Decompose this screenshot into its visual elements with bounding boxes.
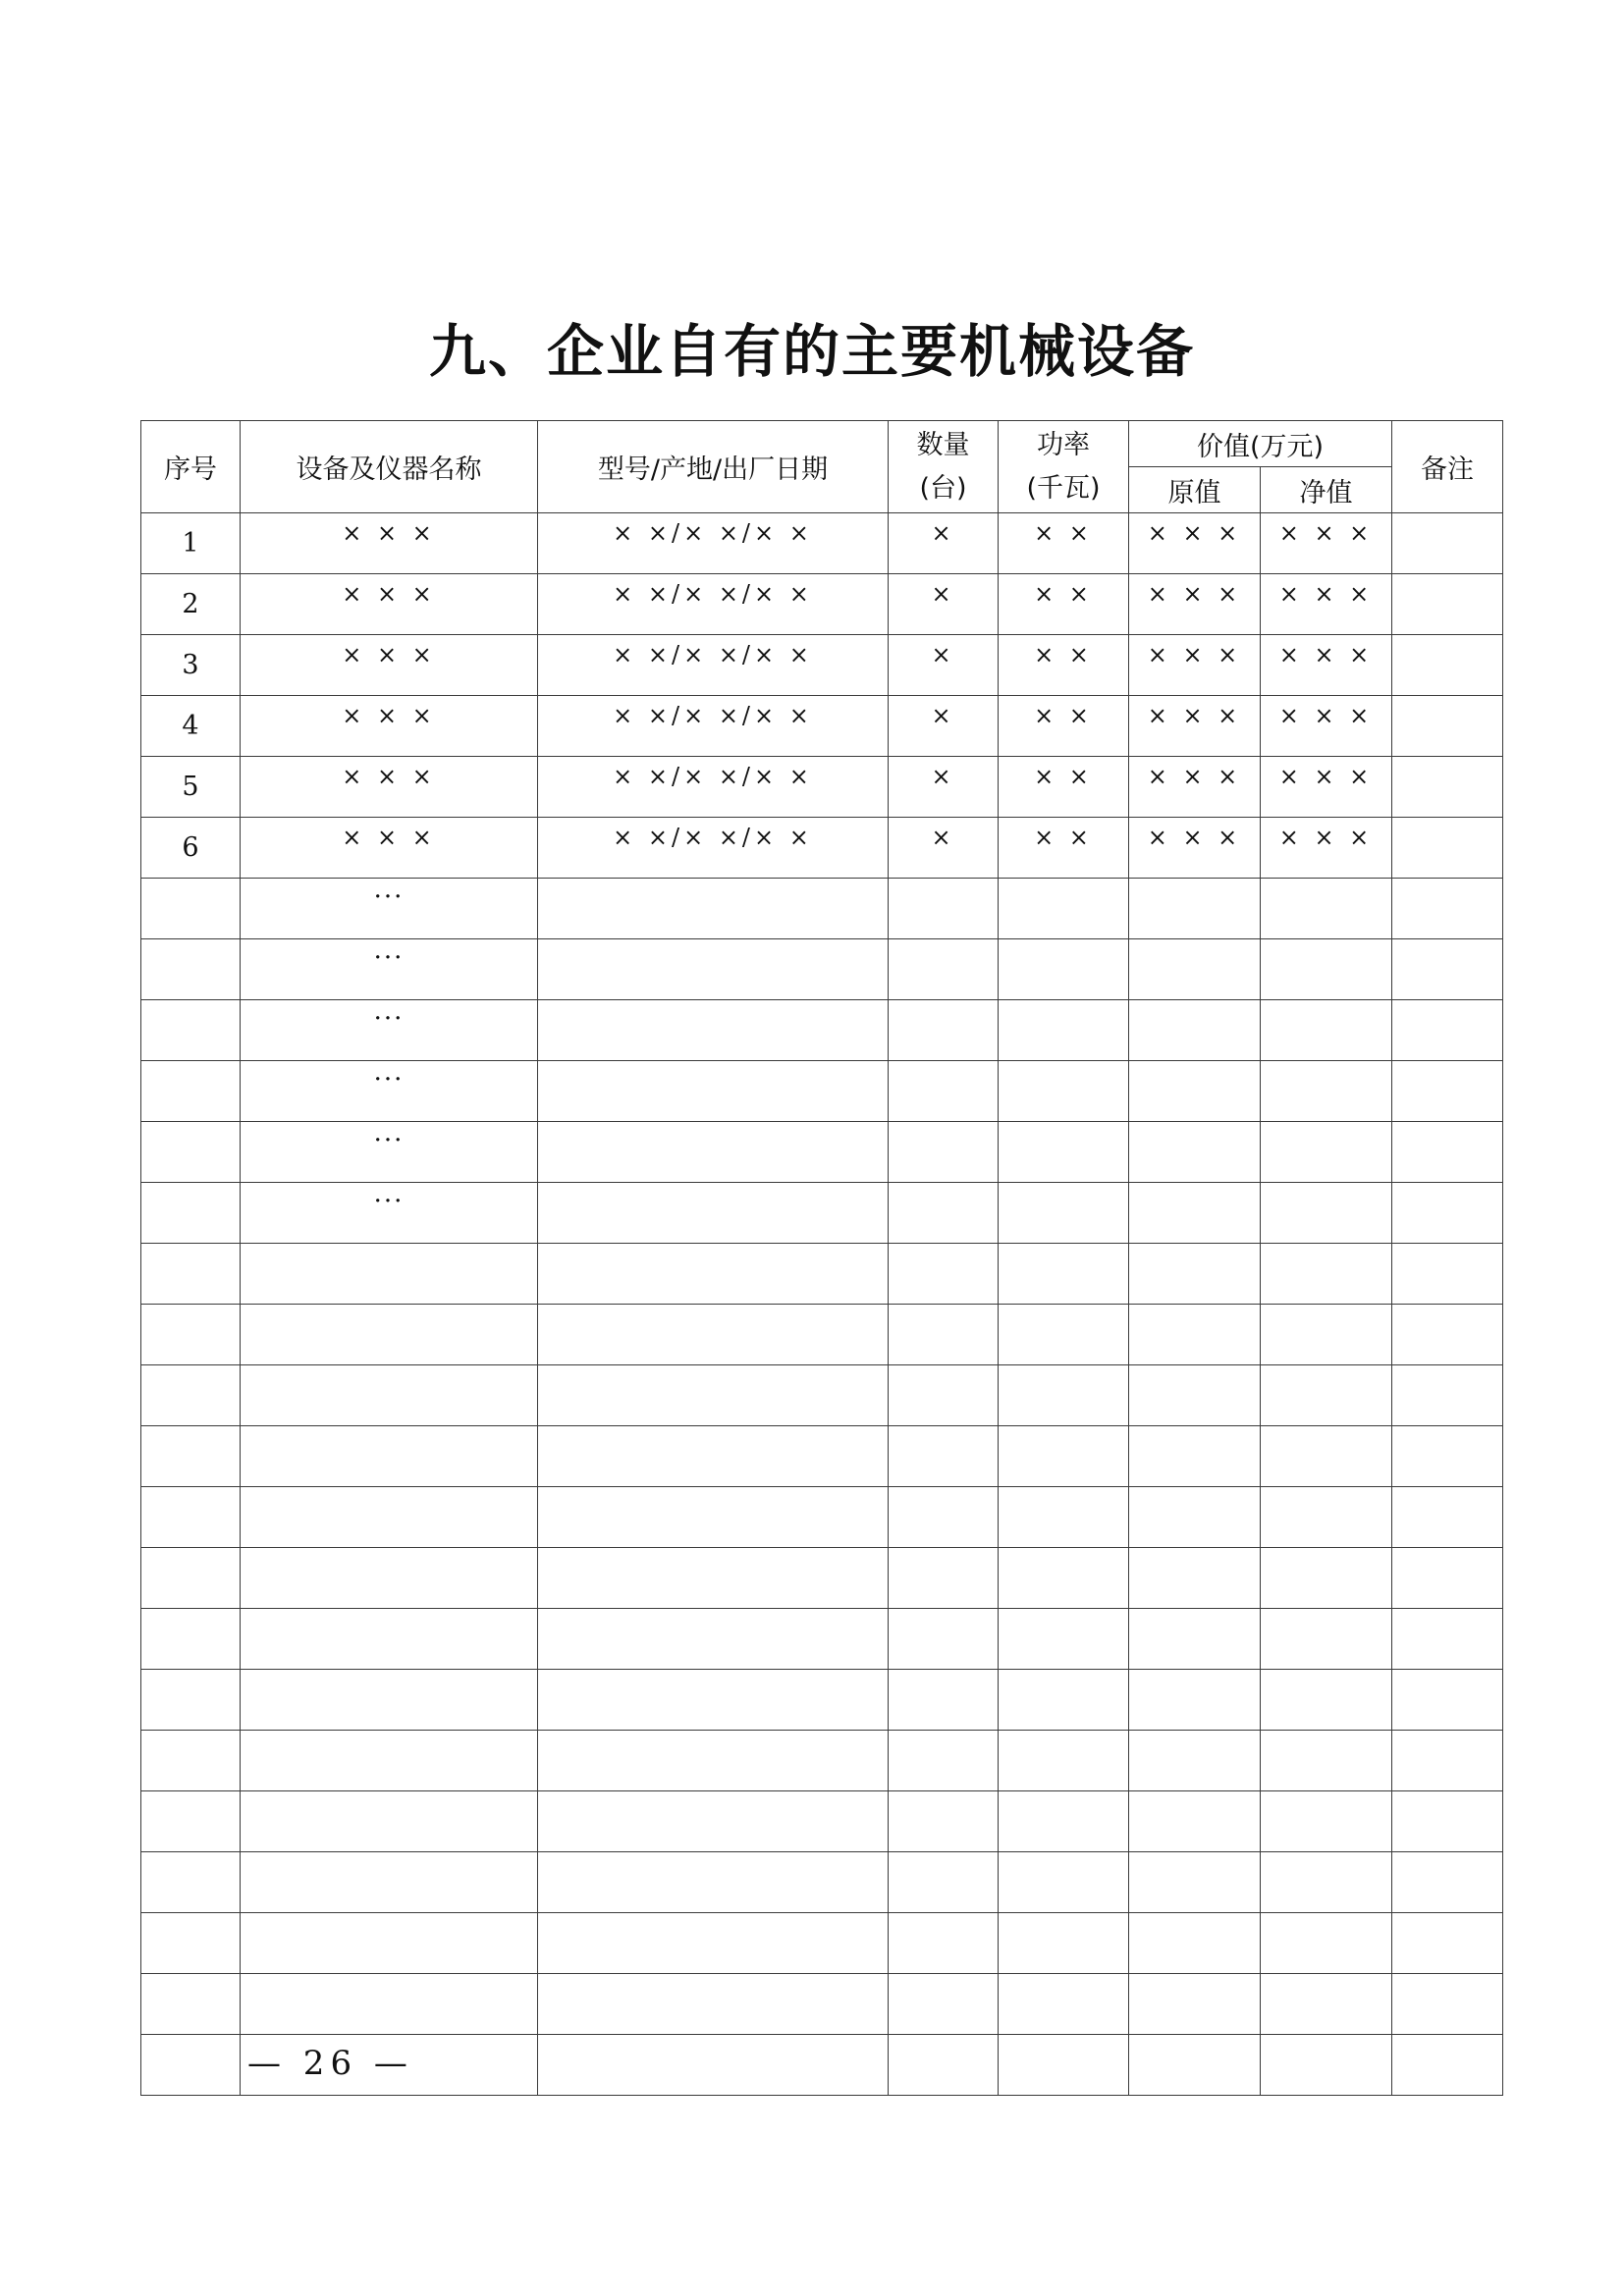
cell-original-value: × × × [1129, 513, 1261, 574]
cell-power [999, 1244, 1129, 1305]
cell-seq: 3 [141, 635, 241, 696]
cell-quantity: × [889, 757, 999, 818]
table-row [141, 1548, 1503, 1609]
cell-seq [141, 2035, 241, 2096]
page-number: — 26 — [247, 2044, 413, 2083]
cell-original-value [1129, 1913, 1261, 1974]
cell-quantity [889, 1122, 999, 1183]
table-row [141, 1913, 1503, 1974]
cell-original-value: × × × [1129, 574, 1261, 635]
table-row [141, 1670, 1503, 1731]
table-row [141, 1000, 1503, 1061]
cell-quantity: × [889, 513, 999, 574]
table-row [141, 1305, 1503, 1365]
cell-remark [1392, 1548, 1503, 1609]
cell-power: × × [999, 513, 1129, 574]
cell-net-value [1261, 1487, 1392, 1548]
cell-seq [141, 1000, 241, 1061]
table-row [141, 939, 1503, 1000]
cell-model [538, 1609, 889, 1670]
cell-original-value [1129, 1122, 1261, 1183]
cell-net-value [1261, 1183, 1392, 1244]
cell-seq: 5 [141, 757, 241, 818]
cell-net-value [1261, 1852, 1392, 1913]
cell-seq [141, 1061, 241, 1122]
cell-seq [141, 1548, 241, 1609]
cell-power [999, 1426, 1129, 1487]
cell-power: × × [999, 635, 1129, 696]
cell-model [538, 1548, 889, 1609]
cell-equipment-name [241, 1305, 538, 1365]
cell-remark [1392, 1791, 1503, 1852]
cell-original-value [1129, 1426, 1261, 1487]
cell-seq: 1 [141, 513, 241, 574]
table-row [141, 635, 1503, 696]
cell-model [538, 1061, 889, 1122]
cell-net-value: × × × [1261, 818, 1392, 879]
cell-power [999, 879, 1129, 939]
cell-net-value [1261, 1731, 1392, 1791]
cell-seq [141, 879, 241, 939]
cell-power [999, 1122, 1129, 1183]
cell-original-value [1129, 1487, 1261, 1548]
cell-net-value [1261, 1000, 1392, 1061]
cell-net-value [1261, 1305, 1392, 1365]
cell-power [999, 1974, 1129, 2035]
page-title: 九、企业自有的主要机械设备 [428, 318, 1195, 385]
cell-equipment-name: × × × [241, 757, 538, 818]
cell-equipment-name: × × × [241, 513, 538, 574]
cell-model [538, 1852, 889, 1913]
header-quantity-line1: 数量 [916, 429, 970, 460]
table-row [141, 757, 1503, 818]
cell-original-value: × × × [1129, 818, 1261, 879]
cell-net-value: × × × [1261, 635, 1392, 696]
cell-remark [1392, 1244, 1503, 1305]
cell-equipment-name: ··· [241, 1061, 538, 1122]
cell-original-value [1129, 879, 1261, 939]
cell-quantity [889, 1244, 999, 1305]
cell-seq [141, 1731, 241, 1791]
cell-original-value: × × × [1129, 757, 1261, 818]
cell-net-value [1261, 1609, 1392, 1670]
table-row [141, 1609, 1503, 1670]
cell-seq [141, 1487, 241, 1548]
cell-seq [141, 1791, 241, 1852]
cell-remark [1392, 939, 1503, 1000]
cell-power [999, 1791, 1129, 1852]
table-row [141, 1365, 1503, 1426]
cell-quantity [889, 1852, 999, 1913]
cell-quantity [889, 2035, 999, 2096]
cell-quantity: × [889, 696, 999, 757]
table-row [141, 1122, 1503, 1183]
cell-model [538, 1426, 889, 1487]
cell-quantity: × [889, 574, 999, 635]
cell-power [999, 1609, 1129, 1670]
cell-original-value: × × × [1129, 696, 1261, 757]
cell-remark [1392, 1183, 1503, 1244]
cell-power [999, 1061, 1129, 1122]
cell-remark [1392, 1305, 1503, 1365]
cell-remark [1392, 1852, 1503, 1913]
cell-net-value [1261, 1974, 1392, 2035]
cell-power [999, 1183, 1129, 1244]
cell-quantity [889, 1426, 999, 1487]
cell-power: × × [999, 574, 1129, 635]
cell-model [538, 1791, 889, 1852]
header-model-origin-date: 型号/产地/出厂日期 [538, 421, 889, 513]
cell-remark [1392, 1731, 1503, 1791]
cell-net-value: × × × [1261, 513, 1392, 574]
cell-equipment-name [241, 1670, 538, 1731]
table-row [141, 1852, 1503, 1913]
cell-equipment-name [241, 1731, 538, 1791]
table-row [141, 1426, 1503, 1487]
table-row [141, 1244, 1503, 1305]
cell-quantity [889, 939, 999, 1000]
cell-equipment-name [241, 1244, 538, 1305]
cell-remark [1392, 757, 1503, 818]
cell-equipment-name [241, 1791, 538, 1852]
cell-net-value [1261, 939, 1392, 1000]
cell-seq [141, 1609, 241, 1670]
cell-model: × ×/× ×/× × [538, 635, 889, 696]
cell-quantity [889, 1609, 999, 1670]
cell-remark [1392, 1670, 1503, 1731]
cell-remark [1392, 696, 1503, 757]
cell-power [999, 1487, 1129, 1548]
cell-net-value: × × × [1261, 574, 1392, 635]
cell-quantity [889, 1183, 999, 1244]
cell-quantity [889, 879, 999, 939]
cell-seq [141, 939, 241, 1000]
cell-quantity [889, 1974, 999, 2035]
cell-seq [141, 1305, 241, 1365]
cell-seq: 2 [141, 574, 241, 635]
cell-remark [1392, 879, 1503, 939]
cell-original-value [1129, 1670, 1261, 1731]
cell-seq [141, 1183, 241, 1244]
cell-remark [1392, 2035, 1503, 2096]
cell-quantity [889, 1548, 999, 1609]
equipment-table [140, 420, 1503, 2096]
cell-model [538, 2035, 889, 2096]
table-header [141, 421, 1503, 513]
cell-model [538, 1305, 889, 1365]
cell-seq: 4 [141, 696, 241, 757]
cell-model [538, 1670, 889, 1731]
header-net-value: 净值 [1261, 467, 1392, 513]
cell-remark [1392, 513, 1503, 574]
cell-equipment-name [241, 1913, 538, 1974]
cell-original-value [1129, 1791, 1261, 1852]
cell-equipment-name [241, 1974, 538, 2035]
cell-equipment-name [241, 1487, 538, 1548]
cell-equipment-name [241, 1852, 538, 1913]
cell-net-value [1261, 1122, 1392, 1183]
cell-equipment-name: ··· [241, 939, 538, 1000]
cell-power [999, 939, 1129, 1000]
cell-net-value [1261, 1670, 1392, 1731]
cell-power [999, 1913, 1129, 1974]
cell-equipment-name: ··· [241, 1122, 538, 1183]
cell-remark [1392, 1487, 1503, 1548]
cell-remark [1392, 635, 1503, 696]
cell-power [999, 1365, 1129, 1426]
cell-seq [141, 1365, 241, 1426]
cell-model [538, 1183, 889, 1244]
header-equipment-name: 设备及仪器名称 [241, 421, 538, 513]
table-row [141, 696, 1503, 757]
table-row [141, 1791, 1503, 1852]
cell-remark [1392, 1122, 1503, 1183]
cell-net-value: × × × [1261, 757, 1392, 818]
cell-model [538, 879, 889, 939]
cell-model: × ×/× ×/× × [538, 757, 889, 818]
header-remark: 备注 [1392, 421, 1503, 513]
cell-power [999, 1731, 1129, 1791]
cell-model [538, 1244, 889, 1305]
cell-equipment-name [241, 1609, 538, 1670]
cell-power [999, 1548, 1129, 1609]
header-power-line1: 功率 [1037, 429, 1090, 460]
cell-power [999, 2035, 1129, 2096]
cell-original-value [1129, 1609, 1261, 1670]
cell-model: × ×/× ×/× × [538, 818, 889, 879]
cell-original-value [1129, 1365, 1261, 1426]
header-quantity [889, 421, 999, 513]
cell-remark [1392, 1000, 1503, 1061]
cell-equipment-name [241, 1426, 538, 1487]
header-power-unit: (千瓦) [1026, 472, 1101, 504]
cell-net-value: × × × [1261, 696, 1392, 757]
cell-power: × × [999, 696, 1129, 757]
cell-model: × ×/× ×/× × [538, 574, 889, 635]
cell-model [538, 1122, 889, 1183]
cell-quantity [889, 1791, 999, 1852]
table-body [141, 513, 1503, 2096]
cell-seq [141, 1426, 241, 1487]
cell-power: × × [999, 818, 1129, 879]
cell-net-value [1261, 1548, 1392, 1609]
cell-original-value [1129, 1305, 1261, 1365]
cell-quantity [889, 1061, 999, 1122]
cell-seq [141, 1913, 241, 1974]
cell-equipment-name: × × × [241, 818, 538, 879]
cell-model [538, 1731, 889, 1791]
cell-model [538, 939, 889, 1000]
cell-quantity: × [889, 635, 999, 696]
cell-net-value [1261, 2035, 1392, 2096]
cell-model: × ×/× ×/× × [538, 696, 889, 757]
cell-seq [141, 1122, 241, 1183]
cell-model [538, 1974, 889, 2035]
cell-original-value [1129, 939, 1261, 1000]
cell-seq [141, 1974, 241, 2035]
cell-quantity [889, 1365, 999, 1426]
cell-model: × ×/× ×/× × [538, 513, 889, 574]
cell-model [538, 1487, 889, 1548]
cell-seq [141, 1244, 241, 1305]
cell-original-value [1129, 1000, 1261, 1061]
cell-power [999, 1305, 1129, 1365]
table-row [141, 1974, 1503, 2035]
cell-power [999, 1000, 1129, 1061]
header-original-value: 原值 [1129, 467, 1261, 513]
cell-net-value [1261, 1244, 1392, 1305]
cell-original-value [1129, 1548, 1261, 1609]
cell-remark [1392, 818, 1503, 879]
cell-seq: 6 [141, 818, 241, 879]
header-power [999, 421, 1129, 513]
table-row [141, 1487, 1503, 1548]
cell-quantity [889, 1000, 999, 1061]
cell-net-value [1261, 1061, 1392, 1122]
cell-model [538, 1913, 889, 1974]
cell-original-value [1129, 1244, 1261, 1305]
header-quantity-unit: (台) [919, 472, 967, 504]
cell-seq [141, 1670, 241, 1731]
cell-quantity [889, 1305, 999, 1365]
cell-net-value [1261, 1365, 1392, 1426]
cell-remark [1392, 1974, 1503, 2035]
cell-net-value [1261, 1426, 1392, 1487]
cell-net-value [1261, 879, 1392, 939]
cell-quantity [889, 1913, 999, 1974]
table-row [141, 818, 1503, 879]
cell-remark [1392, 1061, 1503, 1122]
cell-equipment-name: × × × [241, 574, 538, 635]
cell-power: × × [999, 757, 1129, 818]
cell-power [999, 1670, 1129, 1731]
cell-power [999, 1852, 1129, 1913]
cell-original-value: × × × [1129, 635, 1261, 696]
cell-quantity [889, 1731, 999, 1791]
cell-remark [1392, 1426, 1503, 1487]
table-row [141, 1183, 1503, 1244]
cell-original-value [1129, 1974, 1261, 2035]
cell-quantity: × [889, 818, 999, 879]
cell-remark [1392, 1609, 1503, 1670]
cell-equipment-name: × × × [241, 696, 538, 757]
cell-original-value [1129, 1061, 1261, 1122]
table-row [141, 574, 1503, 635]
cell-equipment-name [241, 1365, 538, 1426]
cell-equipment-name: ··· [241, 1183, 538, 1244]
cell-original-value [1129, 1852, 1261, 1913]
cell-equipment-name: ··· [241, 879, 538, 939]
cell-net-value [1261, 1791, 1392, 1852]
cell-net-value [1261, 1913, 1392, 1974]
table-row [141, 879, 1503, 939]
table-row [141, 1061, 1503, 1122]
cell-original-value [1129, 2035, 1261, 2096]
header-seq: 序号 [141, 421, 241, 513]
cell-remark [1392, 1913, 1503, 1974]
cell-seq [141, 1852, 241, 1913]
table-row [141, 1731, 1503, 1791]
cell-model [538, 1000, 889, 1061]
cell-original-value [1129, 1183, 1261, 1244]
cell-equipment-name: × × × [241, 635, 538, 696]
cell-remark [1392, 574, 1503, 635]
cell-quantity [889, 1670, 999, 1731]
cell-equipment-name: ··· [241, 1000, 538, 1061]
cell-quantity [889, 1487, 999, 1548]
cell-model [538, 1365, 889, 1426]
cell-original-value [1129, 1731, 1261, 1791]
table-row [141, 513, 1503, 574]
cell-remark [1392, 1365, 1503, 1426]
cell-equipment-name [241, 1548, 538, 1609]
header-value: 价值(万元) [1129, 421, 1392, 467]
